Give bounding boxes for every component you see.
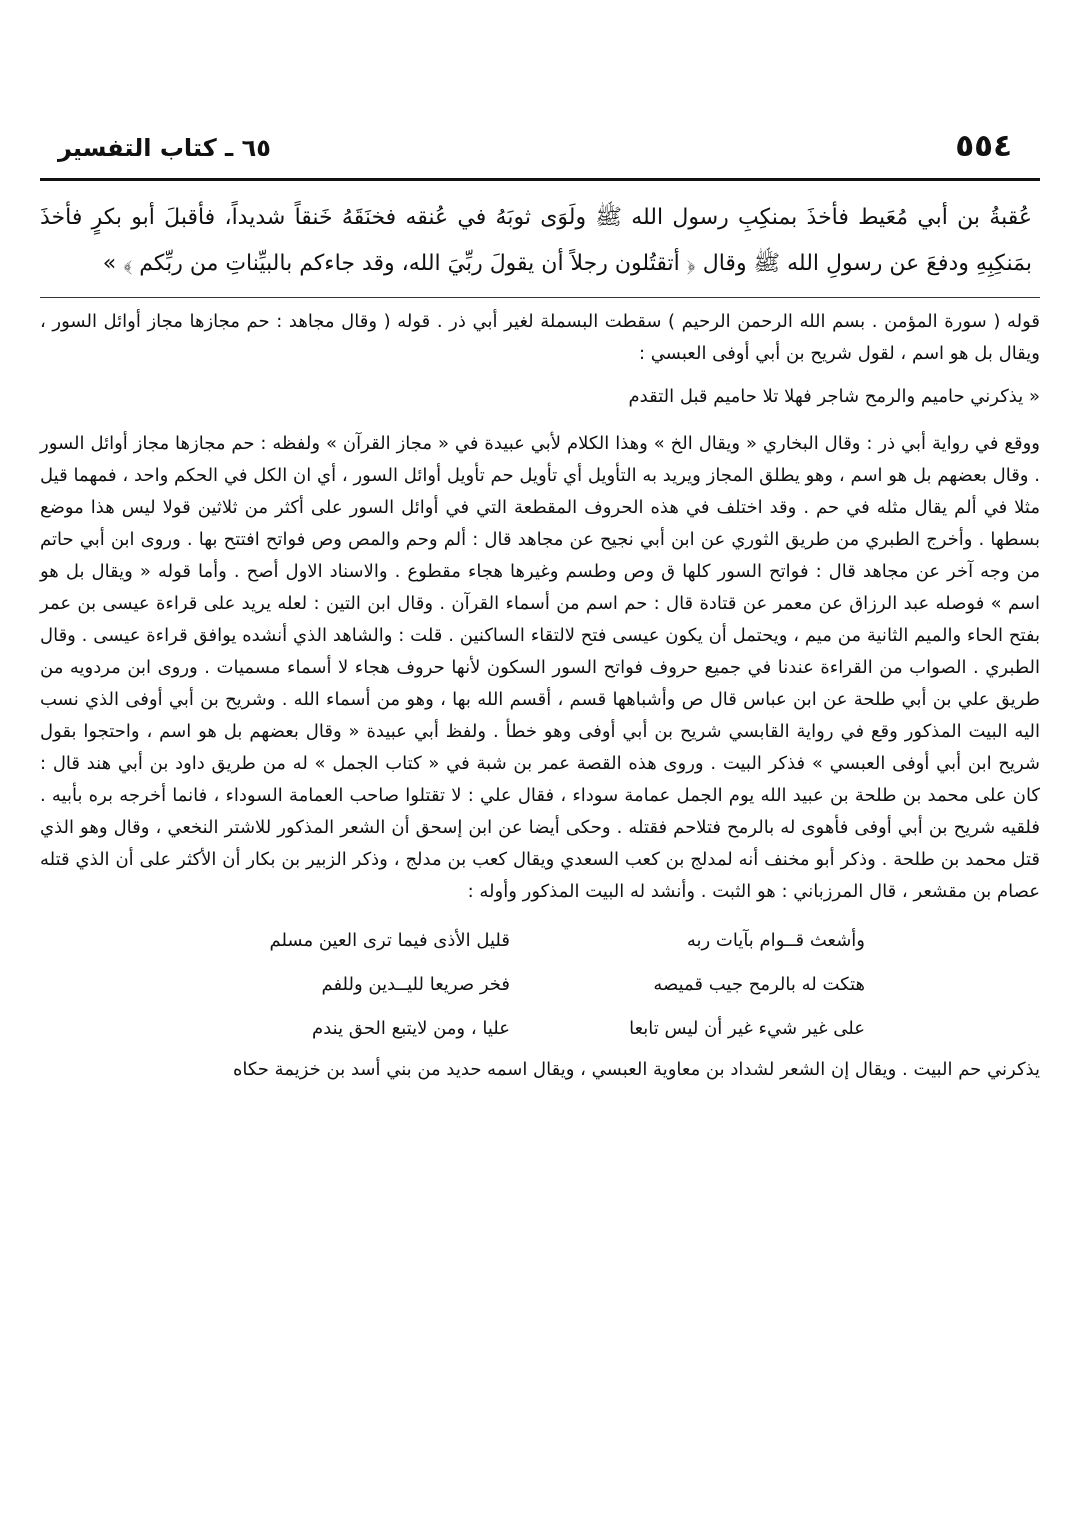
commentary-block [40,306,1040,1086]
hadith-text: عُقبةُ بن أبي مُعَيط فأخذَ بمنكِبِ رسول الله ﷺ ولَوَى ثوبَهُ في عُنقه فخنَقَهُ خَنقاً شديداً، فأقبلَ أبو بكرٍ فأخذَ بمَنكِبِهِ ودفعَ عن رسولِ الله ﷺ وقال ﴿ أتقتُلون رجلاً أن يقولَ ربِّيَ الله، وقد جاءكم بالبيِّناتِ من ربِّكم ﴾ » [40,205,1032,276]
poem-line-3-second: عليا ، ومن لايتبع الحق يندم [312,1018,510,1039]
page-header [40,120,1040,181]
poem-line-3-first: على غير شيء غير أن ليس تابعا [629,1018,865,1039]
chapter-title: ٦٥ ـ كتاب التفسير [58,134,271,162]
section-divider [40,297,1040,298]
commentary-paragraph-1: قوله ( سورة المؤمن . بسم الله الرحمن الرحيم ) سقطت البسملة لغير أبي ذر . قوله ( وقال مجاهد : حم مجازها مجاز أوائل السور ، ويقال بل هو اسم ، لقول شريح بن أبي أوفى العبسي : [40,311,1040,364]
poem-line-1-first: وأشعث قــوام بآيات ربه [686,930,865,951]
commentary-paragraph-2: ووقع في رواية أبي ذر : وقال البخاري « ويقال الخ » وهذا الكلام لأبي عبيدة في « مجاز القرآن » ولفظه : حم مجازها مجاز أوائل السور . وقال بعضهم بل هو اسم ، وهو يطلق المجاز ويريد به التأويل أي تأويل حم تأويل أوائل السور ، أي ان الكل في الحكم واحد ، فمهما قيل مثلا في ألم يقال مثله في حم . وقد اختلف في هذه الحروف المقطعة التي في أوائل السور على أكثر من ثلاثين قولا ليس هذا موضع بسطها . وأخرج الطبري من طريق الثوري عن ابن أبي نجيح عن مجاهد قال : ألم وحم والمص وص فواتح افتتح بها . وروى ابن أبي حاتم من وجه آخر عن مجاهد قال : فواتح السور كلها ق وص وطسم وغيرها هجاء مقطوع . والاسناد الاول أصح . وأما قوله « ويقال بل هو اسم » فوصله عبد الرزاق عن معمر عن قتادة قال : حم اسم من أسماء القرآن . وقال ابن التين : لعله يريد على قراءة عيسى بن عمر بفتح الحاء والميم الثانية من ميم ، ويحتمل أن يكون عيسى فتح لالتقاء الساكنين . قلت : والشاهد الذي أنشده يوافق قراءة عيسى . وقال الطبري . الصواب من القراءة عندنا في جميع حروف فواتح السور السكون لأنها حروف هجاء لا أسماء مسميات . وروى ابن مردويه من طريق علي بن أبي طلحة عن ابن عباس قال ص وأشباهها قسم ، أقسم الله بها ، وهو من أسماء الله . وشريح بن أبي أوفى الذي نسب اليه البيت المذكور وقع في رواية القابسي شريح بن أبي أوفى وهو خطأ . ولفظ أبي عبيدة « وقال بعضهم بل هو اسم ، واحتجوا بقول شريح ابن أبي أوفى العبسي » فذكر البيت . وروى هذه القصة عمر بن شبة في « كتاب الجمل » له من طريق داود بن أبي هند قال : كان على محمد بن طلحة بن عبيد الله يوم الجمل عمامة سوداء ، فقال علي : لا تقتلوا صاحب العمامة السوداء ، فانما أخرجه بره بأبيه . فلقيه شريح بن أبي أوفى فأهوى له بالرمح فتلاحم فقتله . وحكى أيضا عن ابن إسحق أن الشعر المذكور للاشتر النخعي ، وقال وهو الذي قتل محمد بن طلحة . وذكر أبو مخنف أنه لمدلج بن كعب السعدي ويقال كعب بن مدلج ، وذكر الزبير بن بكار أن الأكثر على أن الذي قتله عصام بن مقشعر ، قال المرزباني : هو الثبت . وأنشد له البيت المذكور وأوله : [40,433,1040,902]
poem [215,924,865,1046]
book-page [40,120,1040,1086]
poem-line-2-second: فخر صريعا لليــدين وللفم [321,974,510,995]
page-number: ٥٥٤ [955,128,1012,164]
verse-line: « يذكرني حاميم والرمح شاجر فهلا تلا حاميم قبل التقدم [628,386,1040,407]
poem-line-1-second: قليل الأذى فيما ترى العين مسلم [269,930,510,951]
commentary-paragraph-3: يذكرني حم البيت . ويقال إن الشعر لشداد بن معاوية العبسي ، ويقال اسمه حديد من بني أسد بن خزيمة حكاه [232,1059,1040,1080]
poem-line-2-first: هتكت له بالرمح جيب قميصه [653,974,865,995]
